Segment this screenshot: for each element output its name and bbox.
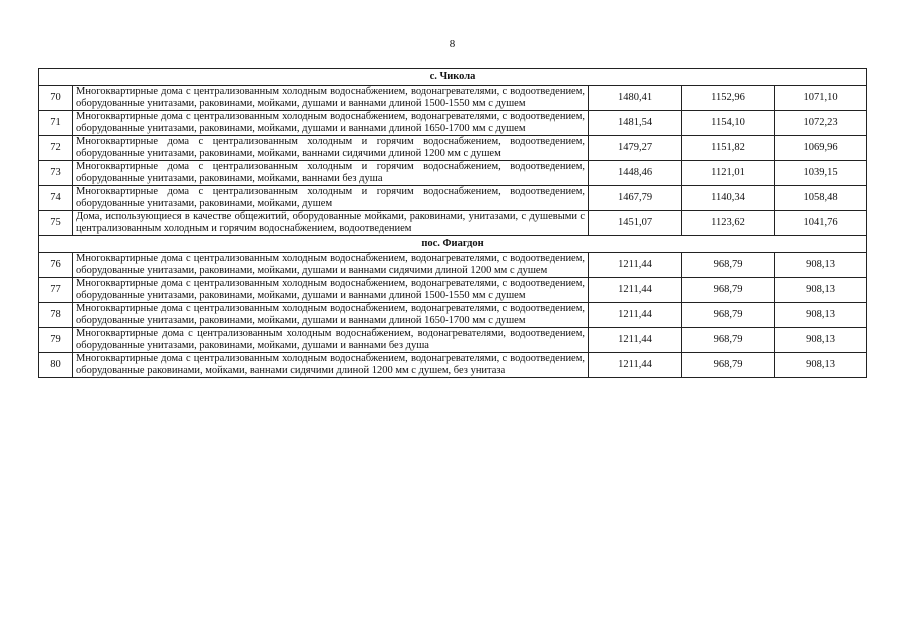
value-cell-1: 1481,54 (589, 111, 682, 136)
table-row (39, 278, 867, 303)
row-number-cell: 70 (39, 86, 73, 111)
value-cell-2: 968,79 (682, 278, 775, 303)
section-header-row (39, 69, 867, 86)
row-number-cell: 71 (39, 111, 73, 136)
table-row (39, 211, 867, 236)
value-cell-1: 1211,44 (589, 278, 682, 303)
value-cell-2: 1151,82 (682, 136, 775, 161)
value-cell-3: 1058,48 (775, 186, 867, 211)
table-row (39, 303, 867, 328)
value-cell-3: 1071,10 (775, 86, 867, 111)
value-cell-1: 1467,79 (589, 186, 682, 211)
value-cell-1: 1211,44 (589, 253, 682, 278)
description-cell: Многоквартирные дома с централизованным холодным и горячим водоснабжением, водоотведением, оборудованные унитазами, раковинами, мойками, душем (73, 186, 589, 211)
value-cell-1: 1479,27 (589, 136, 682, 161)
description-cell: Многоквартирные дома с централизованным холодным водоснабжением, водонагревателями, с водоотведением, оборудованные унитазами, раковинами, мойками, душами и ваннами длиной 1500-1550 мм с душем (73, 86, 589, 111)
value-cell-1: 1211,44 (589, 328, 682, 353)
section-header-row (39, 236, 867, 253)
value-cell-3: 908,13 (775, 328, 867, 353)
value-cell-3: 908,13 (775, 278, 867, 303)
value-cell-2: 1123,62 (682, 211, 775, 236)
value-cell-1: 1211,44 (589, 303, 682, 328)
value-cell-3: 1039,15 (775, 161, 867, 186)
description-cell: Многоквартирные дома с централизованным холодным водоснабжением, водонагревателями, с водоотведением, оборудованные унитазами, раковинами, мойками, душами и ваннами сидячими длиной 1200 мм с душем (73, 253, 589, 278)
row-number-cell: 75 (39, 211, 73, 236)
row-number-cell: 80 (39, 353, 73, 378)
description-cell: Многоквартирные дома с централизованным холодным водоснабжением, водонагревателями, с водоотведением, оборудованные раковинами, мойками, ваннами сидячими длиной 1200 мм с душем, без унитаза (73, 353, 589, 378)
row-number-cell: 76 (39, 253, 73, 278)
table-row (39, 253, 867, 278)
table-row (39, 328, 867, 353)
table-row (39, 136, 867, 161)
description-cell: Многоквартирные дома с централизованным холодным и горячим водоснабжением, водоотведением, оборудованные унитазами, раковинами, мойками, ваннами сидячими длиной 1200 мм с душем (73, 136, 589, 161)
value-cell-2: 968,79 (682, 303, 775, 328)
value-cell-3: 1069,96 (775, 136, 867, 161)
description-cell: Многоквартирные дома с централизованным холодным и горячим водоснабжением, водоотведением, оборудованные унитазами, раковинами, мойками, ваннами без душа (73, 161, 589, 186)
table-row (39, 186, 867, 211)
value-cell-2: 1121,01 (682, 161, 775, 186)
tariff-table (38, 68, 867, 378)
value-cell-2: 1152,96 (682, 86, 775, 111)
description-cell: Многоквартирные дома с централизованным холодным водоснабжением, водонагревателями, с водоотведением, оборудованные унитазами, раковинами, мойками, душами и ваннами длиной 1500-1550 мм с душем (73, 278, 589, 303)
value-cell-1: 1448,46 (589, 161, 682, 186)
description-cell: Многоквартирные дома с централизованным холодным водоснабжением, водонагревателями, водоотведением, оборудованные унитазами, раковинами, мойками, душами и ваннами без душа (73, 328, 589, 353)
value-cell-3: 908,13 (775, 253, 867, 278)
table-row (39, 353, 867, 378)
row-number-cell: 77 (39, 278, 73, 303)
description-cell: Многоквартирные дома с централизованным холодным водоснабжением, водонагревателями, с водоотведением, оборудованные унитазами, раковинами, мойками, душами и ваннами длиной 1650-1700 мм с душем (73, 303, 589, 328)
row-number-cell: 79 (39, 328, 73, 353)
value-cell-3: 1041,76 (775, 211, 867, 236)
value-cell-3: 908,13 (775, 303, 867, 328)
value-cell-2: 968,79 (682, 353, 775, 378)
value-cell-2: 968,79 (682, 253, 775, 278)
table-row (39, 161, 867, 186)
table-row (39, 111, 867, 136)
tariff-table-body (39, 69, 867, 378)
description-cell: Многоквартирные дома с централизованным холодным водоснабжением, водонагревателями, с водоотведением, оборудованные унитазами, раковинами, мойками, душами и ваннами длиной 1650-1700 мм с душем (73, 111, 589, 136)
description-cell: Дома, использующиеся в качестве общежитий, оборудованные мойками, раковинами, унитазами, с душевыми с централизованным холодным и горячим водоснабжением, водоотведением (73, 211, 589, 236)
value-cell-2: 968,79 (682, 328, 775, 353)
value-cell-1: 1451,07 (589, 211, 682, 236)
row-number-cell: 74 (39, 186, 73, 211)
row-number-cell: 72 (39, 136, 73, 161)
value-cell-2: 1154,10 (682, 111, 775, 136)
value-cell-3: 1072,23 (775, 111, 867, 136)
value-cell-1: 1211,44 (589, 353, 682, 378)
value-cell-2: 1140,34 (682, 186, 775, 211)
table-row (39, 86, 867, 111)
section-title: с. Чикола (39, 69, 867, 86)
value-cell-3: 908,13 (775, 353, 867, 378)
value-cell-1: 1480,41 (589, 86, 682, 111)
page-number: 8 (449, 38, 456, 50)
section-title: пос. Фиагдон (39, 236, 867, 253)
row-number-cell: 73 (39, 161, 73, 186)
row-number-cell: 78 (39, 303, 73, 328)
